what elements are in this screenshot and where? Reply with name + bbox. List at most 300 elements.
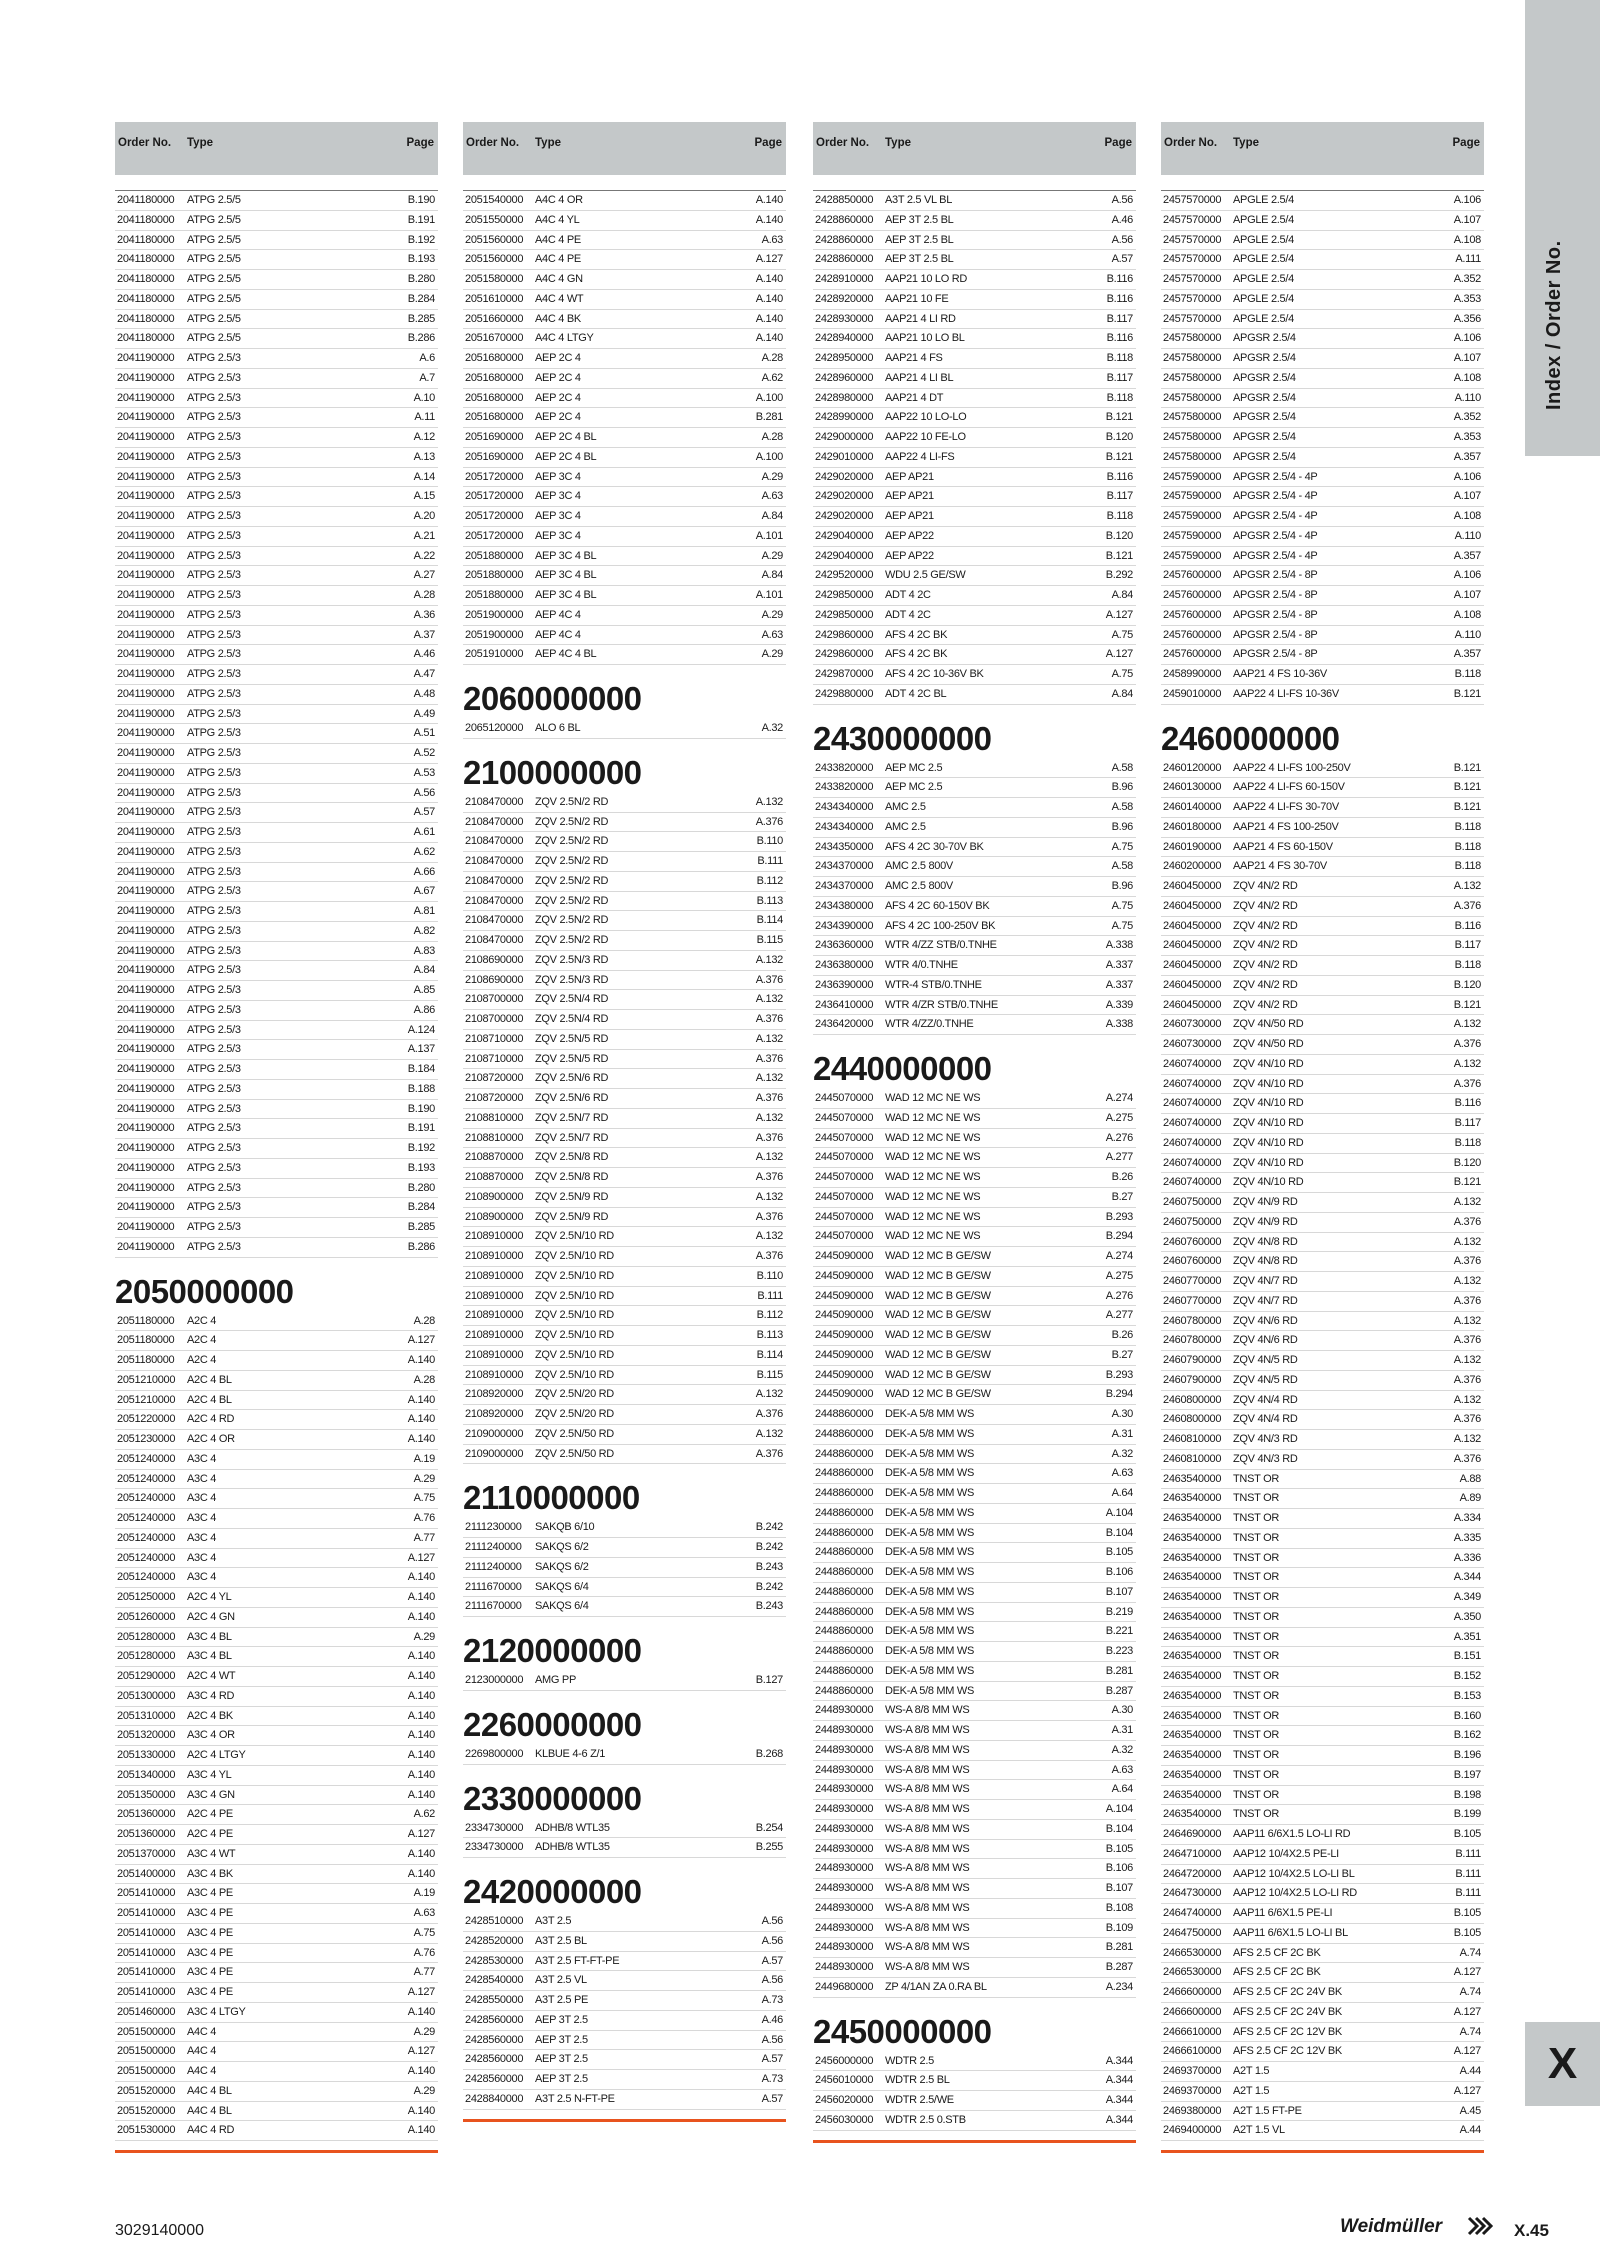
page-reference[interactable]: B.191 bbox=[407, 213, 435, 226]
page-reference[interactable]: B.105 bbox=[1453, 1926, 1481, 1939]
page-reference[interactable]: B.223 bbox=[1105, 1645, 1133, 1657]
page-reference[interactable]: B.121 bbox=[1453, 687, 1481, 700]
page-reference[interactable]: B.197 bbox=[1453, 1768, 1481, 1781]
page-reference[interactable]: B.281 bbox=[755, 411, 783, 424]
page-reference[interactable]: A.376 bbox=[755, 1013, 783, 1025]
page-reference[interactable]: B.104 bbox=[1105, 1822, 1133, 1835]
page-reference[interactable]: B.193 bbox=[407, 253, 435, 266]
page-reference[interactable]: A.132 bbox=[1453, 880, 1481, 892]
page-reference[interactable]: A.37 bbox=[413, 628, 435, 641]
page-reference[interactable]: A.76 bbox=[413, 1946, 435, 1959]
page-reference[interactable]: B.285 bbox=[407, 1221, 435, 1233]
page-reference[interactable]: A.127 bbox=[407, 1986, 435, 1998]
page-reference[interactable]: A.14 bbox=[413, 470, 435, 483]
page-reference[interactable]: A.29 bbox=[413, 2025, 435, 2038]
page-reference[interactable]: A.376 bbox=[1453, 1413, 1481, 1426]
page-reference[interactable]: A.140 bbox=[407, 1847, 435, 1860]
page-reference[interactable]: A.32 bbox=[1111, 1743, 1133, 1756]
page-reference[interactable]: A.106 bbox=[1453, 470, 1481, 483]
page-reference[interactable]: A.73 bbox=[761, 1994, 783, 2006]
page-reference[interactable]: A.376 bbox=[755, 1447, 783, 1460]
page-reference[interactable]: A.44 bbox=[1459, 2124, 1481, 2137]
page-reference[interactable]: B.105 bbox=[1105, 1546, 1133, 1559]
page-reference[interactable]: A.276 bbox=[1105, 1131, 1133, 1144]
page-reference[interactable]: A.30 bbox=[1111, 1704, 1133, 1717]
page-reference[interactable]: B.26 bbox=[1111, 1171, 1133, 1183]
page-reference[interactable]: A.62 bbox=[761, 371, 783, 384]
page-reference[interactable]: A.101 bbox=[755, 529, 783, 542]
page-reference[interactable]: A.86 bbox=[413, 1003, 435, 1016]
page-reference[interactable]: B.116 bbox=[1454, 919, 1481, 932]
page-reference[interactable]: B.111 bbox=[1455, 1847, 1481, 1860]
page-reference[interactable]: A.140 bbox=[755, 332, 783, 345]
page-reference[interactable]: A.140 bbox=[755, 194, 783, 206]
page-reference[interactable]: B.292 bbox=[1105, 569, 1133, 582]
page-reference[interactable]: A.140 bbox=[407, 2104, 435, 2117]
page-reference[interactable]: A.104 bbox=[1105, 1803, 1133, 1815]
page-reference[interactable]: A.140 bbox=[407, 1393, 435, 1406]
page-reference[interactable]: B.116 bbox=[1454, 1097, 1481, 1110]
page-reference[interactable]: A.376 bbox=[755, 973, 783, 986]
page-reference[interactable]: A.28 bbox=[413, 1314, 435, 1327]
page-reference[interactable]: A.127 bbox=[1453, 2084, 1481, 2097]
page-reference[interactable]: A.10 bbox=[413, 391, 435, 404]
page-reference[interactable]: A.20 bbox=[413, 510, 435, 522]
page-reference[interactable]: A.140 bbox=[407, 2124, 435, 2137]
page-reference[interactable]: B.96 bbox=[1111, 781, 1133, 794]
page-reference[interactable]: A.74 bbox=[1459, 2025, 1481, 2038]
page-reference[interactable]: A.30 bbox=[1111, 1408, 1133, 1420]
page-reference[interactable]: B.121 bbox=[1105, 450, 1133, 463]
page-reference[interactable]: B.120 bbox=[1453, 978, 1481, 991]
page-reference[interactable]: A.352 bbox=[1453, 411, 1481, 424]
page-reference[interactable]: A.140 bbox=[755, 312, 783, 325]
page-reference[interactable]: A.353 bbox=[1453, 292, 1481, 305]
page-reference[interactable]: A.140 bbox=[407, 1788, 435, 1801]
page-reference[interactable]: A.140 bbox=[407, 1650, 435, 1663]
page-reference[interactable]: A.376 bbox=[1453, 1077, 1481, 1090]
page-reference[interactable]: B.108 bbox=[1105, 1901, 1133, 1914]
page-reference[interactable]: A.46 bbox=[1111, 213, 1133, 226]
page-reference[interactable]: A.127 bbox=[1105, 608, 1133, 621]
page-reference[interactable]: A.376 bbox=[755, 1092, 783, 1104]
page-reference[interactable]: A.140 bbox=[407, 1670, 435, 1682]
page-reference[interactable]: B.114 bbox=[756, 1348, 783, 1361]
page-reference[interactable]: A.376 bbox=[755, 815, 783, 828]
page-reference[interactable]: A.106 bbox=[1453, 569, 1481, 582]
page-reference[interactable]: A.140 bbox=[755, 292, 783, 305]
page-reference[interactable]: A.132 bbox=[1453, 1057, 1481, 1070]
page-reference[interactable]: B.116 bbox=[1106, 470, 1133, 483]
page-reference[interactable]: A.110 bbox=[1454, 628, 1481, 641]
page-reference[interactable]: A.84 bbox=[761, 510, 783, 522]
page-reference[interactable]: A.357 bbox=[1453, 450, 1481, 463]
page-reference[interactable]: B.110 bbox=[756, 835, 783, 848]
page-reference[interactable]: A.132 bbox=[755, 1111, 783, 1124]
page-reference[interactable]: A.108 bbox=[1453, 233, 1481, 246]
page-reference[interactable]: A.127 bbox=[407, 1828, 435, 1840]
page-reference[interactable]: A.132 bbox=[755, 993, 783, 1006]
page-reference[interactable]: B.118 bbox=[1454, 1136, 1481, 1149]
page-reference[interactable]: A.56 bbox=[761, 1934, 783, 1947]
page-reference[interactable]: A.276 bbox=[1105, 1289, 1133, 1302]
page-reference[interactable]: A.100 bbox=[755, 450, 783, 463]
page-reference[interactable]: A.108 bbox=[1453, 371, 1481, 384]
page-reference[interactable]: A.46 bbox=[413, 648, 435, 661]
page-reference[interactable]: A.357 bbox=[1453, 648, 1481, 661]
page-reference[interactable]: A.84 bbox=[1111, 687, 1133, 700]
page-reference[interactable]: B.111 bbox=[1455, 1887, 1481, 1900]
page-reference[interactable]: A.127 bbox=[755, 253, 783, 266]
page-reference[interactable]: A.338 bbox=[1105, 1018, 1133, 1031]
page-reference[interactable]: A.140 bbox=[755, 213, 783, 226]
page-reference[interactable]: B.188 bbox=[407, 1082, 435, 1095]
page-reference[interactable]: A.376 bbox=[1453, 1452, 1481, 1465]
page-reference[interactable]: B.192 bbox=[407, 1142, 435, 1154]
page-reference[interactable]: B.96 bbox=[1111, 820, 1133, 833]
page-reference[interactable]: B.281 bbox=[1105, 1941, 1133, 1954]
page-reference[interactable]: A.73 bbox=[761, 2073, 783, 2085]
page-reference[interactable]: B.286 bbox=[407, 1240, 435, 1253]
page-reference[interactable]: A.376 bbox=[1453, 1373, 1481, 1386]
page-reference[interactable]: A.349 bbox=[1453, 1591, 1481, 1603]
page-reference[interactable]: A.58 bbox=[1111, 801, 1133, 813]
page-reference[interactable]: B.120 bbox=[1105, 431, 1133, 443]
page-reference[interactable]: B.105 bbox=[1453, 1828, 1481, 1840]
page-reference[interactable]: A.132 bbox=[1453, 1314, 1481, 1327]
page-reference[interactable]: A.63 bbox=[761, 490, 783, 503]
page-reference[interactable]: A.274 bbox=[1105, 1250, 1133, 1262]
page-reference[interactable]: B.117 bbox=[1454, 1117, 1481, 1129]
page-reference[interactable]: A.81 bbox=[413, 905, 435, 917]
page-reference[interactable]: B.111 bbox=[1455, 1867, 1481, 1880]
page-reference[interactable]: B.107 bbox=[1105, 1882, 1133, 1894]
page-reference[interactable]: B.281 bbox=[1105, 1664, 1133, 1677]
page-reference[interactable]: A.53 bbox=[413, 766, 435, 779]
page-reference[interactable]: A.29 bbox=[413, 2084, 435, 2097]
page-reference[interactable]: A.31 bbox=[1111, 1724, 1133, 1736]
page-reference[interactable]: B.284 bbox=[407, 292, 435, 305]
page-reference[interactable]: A.336 bbox=[1453, 1551, 1481, 1564]
page-reference[interactable]: B.121 bbox=[1453, 998, 1481, 1011]
page-reference[interactable]: A.376 bbox=[1453, 899, 1481, 912]
page-reference[interactable]: A.277 bbox=[1105, 1309, 1133, 1322]
page-reference[interactable]: A.376 bbox=[1453, 1038, 1481, 1050]
page-reference[interactable]: A.52 bbox=[413, 747, 435, 759]
page-reference[interactable]: B.287 bbox=[1105, 1684, 1133, 1697]
page-reference[interactable]: A.75 bbox=[1111, 919, 1133, 932]
page-reference[interactable]: A.29 bbox=[413, 1472, 435, 1485]
page-reference[interactable]: A.31 bbox=[1111, 1427, 1133, 1440]
page-reference[interactable]: A.21 bbox=[413, 529, 435, 542]
page-reference[interactable]: B.242 bbox=[755, 1580, 783, 1593]
page-reference[interactable]: A.376 bbox=[755, 1250, 783, 1262]
page-reference[interactable]: A.140 bbox=[407, 1433, 435, 1445]
page-reference[interactable]: B.113 bbox=[756, 1329, 783, 1341]
page-reference[interactable]: A.108 bbox=[1453, 608, 1481, 621]
page-reference[interactable]: A.132 bbox=[1453, 1275, 1481, 1287]
page-reference[interactable]: A.344 bbox=[1105, 2054, 1133, 2067]
page-reference[interactable]: B.121 bbox=[1453, 1176, 1481, 1189]
page-reference[interactable]: A.28 bbox=[761, 352, 783, 364]
page-reference[interactable]: A.132 bbox=[755, 795, 783, 808]
page-reference[interactable]: B.118 bbox=[1106, 391, 1133, 404]
page-reference[interactable]: B.116 bbox=[1106, 273, 1133, 285]
page-reference[interactable]: A.132 bbox=[1453, 1018, 1481, 1031]
page-reference[interactable]: B.286 bbox=[407, 332, 435, 345]
page-reference[interactable]: A.56 bbox=[413, 786, 435, 799]
page-reference[interactable]: A.32 bbox=[761, 722, 783, 734]
page-reference[interactable]: A.140 bbox=[407, 1768, 435, 1781]
page-reference[interactable]: A.127 bbox=[1453, 2045, 1481, 2058]
page-reference[interactable]: B.190 bbox=[407, 1102, 435, 1115]
page-reference[interactable]: B.121 bbox=[1105, 411, 1133, 424]
page-reference[interactable]: A.82 bbox=[413, 924, 435, 937]
page-reference[interactable]: B.192 bbox=[407, 233, 435, 246]
page-reference[interactable]: B.118 bbox=[1454, 668, 1481, 680]
page-reference[interactable]: A.110 bbox=[1454, 391, 1481, 404]
page-reference[interactable]: A.108 bbox=[1453, 510, 1481, 522]
page-reference[interactable]: A.107 bbox=[1453, 589, 1481, 601]
page-reference[interactable]: A.58 bbox=[1111, 761, 1133, 774]
page-reference[interactable]: A.132 bbox=[1453, 1235, 1481, 1248]
page-reference[interactable]: B.255 bbox=[755, 1841, 783, 1854]
page-reference[interactable]: A.140 bbox=[407, 1709, 435, 1722]
page-reference[interactable]: A.7 bbox=[419, 371, 435, 384]
page-reference[interactable]: B.152 bbox=[1453, 1670, 1481, 1682]
page-reference[interactable]: A.19 bbox=[413, 1887, 435, 1900]
page-reference[interactable]: A.29 bbox=[761, 648, 783, 661]
page-reference[interactable]: A.234 bbox=[1105, 1980, 1133, 1993]
page-reference[interactable]: A.63 bbox=[413, 1907, 435, 1919]
page-reference[interactable]: B.193 bbox=[407, 1161, 435, 1174]
page-reference[interactable]: B.121 bbox=[1453, 761, 1481, 774]
page-reference[interactable]: A.28 bbox=[413, 1373, 435, 1386]
page-reference[interactable]: A.63 bbox=[761, 628, 783, 641]
page-reference[interactable]: A.11 bbox=[414, 411, 435, 424]
page-reference[interactable]: A.132 bbox=[755, 1032, 783, 1045]
page-reference[interactable]: A.12 bbox=[413, 431, 435, 443]
page-reference[interactable]: A.56 bbox=[1111, 194, 1133, 206]
page-reference[interactable]: A.353 bbox=[1453, 431, 1481, 443]
page-reference[interactable]: A.140 bbox=[407, 1689, 435, 1702]
page-reference[interactable]: A.132 bbox=[1453, 1354, 1481, 1366]
page-reference[interactable]: A.104 bbox=[1105, 1506, 1133, 1519]
page-reference[interactable]: A.376 bbox=[755, 1171, 783, 1183]
page-reference[interactable]: A.337 bbox=[1105, 959, 1133, 971]
page-reference[interactable]: B.242 bbox=[755, 1521, 783, 1534]
page-reference[interactable]: A.28 bbox=[413, 589, 435, 601]
page-reference[interactable]: A.127 bbox=[1453, 1966, 1481, 1979]
page-reference[interactable]: B.117 bbox=[1106, 490, 1133, 503]
page-reference[interactable]: B.287 bbox=[1105, 1961, 1133, 1973]
page-reference[interactable]: A.127 bbox=[407, 2045, 435, 2058]
page-reference[interactable]: A.27 bbox=[413, 569, 435, 582]
page-reference[interactable]: A.376 bbox=[755, 1210, 783, 1223]
page-reference[interactable]: A.63 bbox=[1111, 1763, 1133, 1776]
page-reference[interactable]: A.84 bbox=[1111, 589, 1133, 601]
page-reference[interactable]: B.117 bbox=[1454, 939, 1481, 952]
page-reference[interactable]: A.89 bbox=[1459, 1492, 1481, 1505]
page-reference[interactable]: A.49 bbox=[413, 707, 435, 720]
page-reference[interactable]: A.51 bbox=[413, 727, 435, 740]
page-reference[interactable]: A.274 bbox=[1105, 1092, 1133, 1104]
page-reference[interactable]: A.132 bbox=[1453, 1196, 1481, 1208]
page-reference[interactable]: A.277 bbox=[1105, 1151, 1133, 1164]
page-reference[interactable]: B.162 bbox=[1453, 1729, 1481, 1742]
page-reference[interactable]: A.29 bbox=[761, 549, 783, 562]
page-reference[interactable]: B.116 bbox=[1106, 292, 1133, 305]
page-reference[interactable]: A.111 bbox=[1455, 253, 1481, 266]
page-reference[interactable]: A.132 bbox=[755, 1190, 783, 1203]
page-reference[interactable]: A.376 bbox=[1453, 1334, 1481, 1347]
page-reference[interactable]: B.219 bbox=[1105, 1605, 1133, 1618]
page-reference[interactable]: A.74 bbox=[1459, 1986, 1481, 1998]
page-reference[interactable]: B.294 bbox=[1105, 1230, 1133, 1243]
page-reference[interactable]: A.66 bbox=[413, 865, 435, 878]
page-reference[interactable]: A.140 bbox=[407, 1413, 435, 1426]
page-reference[interactable]: A.29 bbox=[413, 1630, 435, 1643]
page-reference[interactable]: A.56 bbox=[761, 2033, 783, 2046]
page-reference[interactable]: A.75 bbox=[1111, 840, 1133, 853]
page-reference[interactable]: A.376 bbox=[1453, 1255, 1481, 1268]
page-reference[interactable]: A.84 bbox=[413, 964, 435, 977]
page-reference[interactable]: A.132 bbox=[1453, 1393, 1481, 1406]
page-reference[interactable]: A.140 bbox=[407, 2065, 435, 2077]
page-reference[interactable]: A.376 bbox=[755, 1131, 783, 1144]
page-reference[interactable]: A.29 bbox=[761, 608, 783, 621]
page-reference[interactable]: A.75 bbox=[1111, 628, 1133, 641]
page-reference[interactable]: A.22 bbox=[413, 549, 435, 562]
page-reference[interactable]: A.107 bbox=[1453, 213, 1481, 226]
page-reference[interactable]: A.127 bbox=[407, 1551, 435, 1564]
page-reference[interactable]: B.116 bbox=[1106, 332, 1133, 345]
page-reference[interactable]: A.339 bbox=[1105, 998, 1133, 1011]
page-reference[interactable]: B.127 bbox=[755, 1674, 783, 1686]
page-reference[interactable]: B.120 bbox=[1453, 1156, 1481, 1169]
page-reference[interactable]: A.376 bbox=[1453, 1215, 1481, 1228]
page-reference[interactable]: B.26 bbox=[1111, 1329, 1133, 1341]
page-reference[interactable]: A.32 bbox=[1111, 1447, 1133, 1460]
page-reference[interactable]: B.96 bbox=[1111, 880, 1133, 892]
page-reference[interactable]: B.243 bbox=[755, 1560, 783, 1573]
page-reference[interactable]: A.344 bbox=[1453, 1571, 1481, 1584]
page-reference[interactable]: B.221 bbox=[1105, 1625, 1133, 1638]
page-reference[interactable]: A.334 bbox=[1453, 1512, 1481, 1524]
page-reference[interactable]: B.117 bbox=[1106, 312, 1133, 325]
page-reference[interactable]: A.137 bbox=[407, 1043, 435, 1056]
page-reference[interactable]: A.337 bbox=[1105, 978, 1133, 991]
page-reference[interactable]: B.118 bbox=[1106, 352, 1133, 364]
page-reference[interactable]: B.121 bbox=[1105, 549, 1133, 562]
page-reference[interactable]: A.140 bbox=[755, 273, 783, 285]
page-reference[interactable]: B.110 bbox=[756, 1269, 783, 1282]
page-reference[interactable]: B.151 bbox=[1453, 1650, 1481, 1663]
page-reference[interactable]: A.57 bbox=[413, 806, 435, 819]
page-reference[interactable]: A.56 bbox=[1111, 233, 1133, 246]
page-reference[interactable]: A.6 bbox=[419, 352, 435, 364]
page-reference[interactable]: B.27 bbox=[1111, 1190, 1133, 1203]
page-reference[interactable]: A.67 bbox=[413, 885, 435, 898]
section-x-tab[interactable]: X bbox=[1525, 2022, 1600, 2106]
page-reference[interactable]: B.27 bbox=[1111, 1348, 1133, 1361]
page-reference[interactable]: A.83 bbox=[413, 944, 435, 957]
page-reference[interactable]: A.45 bbox=[1459, 2104, 1481, 2117]
page-reference[interactable]: A.338 bbox=[1105, 939, 1133, 952]
page-reference[interactable]: B.190 bbox=[407, 194, 435, 206]
page-reference[interactable]: B.105 bbox=[1105, 1842, 1133, 1855]
page-reference[interactable]: B.114 bbox=[756, 914, 783, 927]
page-reference[interactable]: B.284 bbox=[407, 1201, 435, 1214]
page-reference[interactable]: A.44 bbox=[1459, 2065, 1481, 2077]
page-reference[interactable]: A.344 bbox=[1105, 2113, 1133, 2126]
page-reference[interactable]: B.109 bbox=[1105, 1921, 1133, 1934]
page-reference[interactable]: B.111 bbox=[757, 855, 783, 867]
index-side-tab[interactable] bbox=[1525, 0, 1600, 456]
page-reference[interactable]: B.242 bbox=[755, 1541, 783, 1553]
page-reference[interactable]: A.132 bbox=[755, 1230, 783, 1243]
page-reference[interactable]: A.100 bbox=[755, 391, 783, 404]
page-reference[interactable]: A.124 bbox=[407, 1023, 435, 1036]
page-reference[interactable]: A.344 bbox=[1105, 2074, 1133, 2087]
page-reference[interactable]: A.64 bbox=[1111, 1487, 1133, 1499]
page-reference[interactable]: A.57 bbox=[761, 2092, 783, 2105]
page-reference[interactable]: A.77 bbox=[413, 1531, 435, 1544]
page-reference[interactable]: B.153 bbox=[1453, 1689, 1481, 1702]
page-reference[interactable]: A.132 bbox=[755, 953, 783, 966]
page-reference[interactable]: A.140 bbox=[407, 1610, 435, 1623]
page-reference[interactable]: B.293 bbox=[1105, 1368, 1133, 1381]
page-reference[interactable]: A.376 bbox=[1453, 1294, 1481, 1307]
page-reference[interactable]: A.132 bbox=[1453, 1433, 1481, 1445]
page-reference[interactable]: A.132 bbox=[755, 1388, 783, 1401]
page-reference[interactable]: A.107 bbox=[1453, 490, 1481, 503]
page-reference[interactable]: A.75 bbox=[413, 1926, 435, 1939]
page-reference[interactable]: A.19 bbox=[413, 1452, 435, 1465]
page-reference[interactable]: A.56 bbox=[761, 1974, 783, 1987]
page-reference[interactable]: A.106 bbox=[1453, 194, 1481, 206]
page-reference[interactable]: A.356 bbox=[1453, 312, 1481, 325]
page-reference[interactable]: A.29 bbox=[761, 470, 783, 483]
page-reference[interactable]: A.46 bbox=[761, 2013, 783, 2026]
page-reference[interactable]: B.115 bbox=[756, 1368, 783, 1381]
page-reference[interactable]: B.113 bbox=[756, 894, 783, 907]
page-reference[interactable]: B.280 bbox=[407, 1181, 435, 1194]
page-reference[interactable]: A.63 bbox=[761, 233, 783, 246]
page-reference[interactable]: A.127 bbox=[407, 1334, 435, 1347]
page-reference[interactable]: A.57 bbox=[1111, 253, 1133, 266]
page-reference[interactable]: B.112 bbox=[756, 1309, 783, 1322]
page-reference[interactable]: B.118 bbox=[1454, 840, 1481, 853]
page-reference[interactable]: B.293 bbox=[1105, 1210, 1133, 1223]
page-reference[interactable]: B.199 bbox=[1453, 1808, 1481, 1821]
page-reference[interactable]: B.121 bbox=[1453, 781, 1481, 794]
page-reference[interactable]: A.57 bbox=[761, 1954, 783, 1967]
page-reference[interactable]: B.105 bbox=[1453, 1907, 1481, 1919]
page-reference[interactable]: B.106 bbox=[1105, 1862, 1133, 1875]
page-reference[interactable]: B.285 bbox=[407, 312, 435, 325]
page-reference[interactable]: A.376 bbox=[755, 1052, 783, 1065]
page-reference[interactable]: B.184 bbox=[407, 1063, 435, 1075]
page-reference[interactable]: A.36 bbox=[413, 608, 435, 621]
page-reference[interactable]: A.140 bbox=[407, 1591, 435, 1603]
page-reference[interactable]: A.352 bbox=[1453, 273, 1481, 285]
page-reference[interactable]: A.56 bbox=[761, 1915, 783, 1927]
page-reference[interactable]: A.357 bbox=[1453, 549, 1481, 562]
page-reference[interactable]: A.275 bbox=[1105, 1269, 1133, 1282]
page-reference[interactable]: B.120 bbox=[1105, 529, 1133, 542]
page-reference[interactable]: A.275 bbox=[1105, 1111, 1133, 1124]
